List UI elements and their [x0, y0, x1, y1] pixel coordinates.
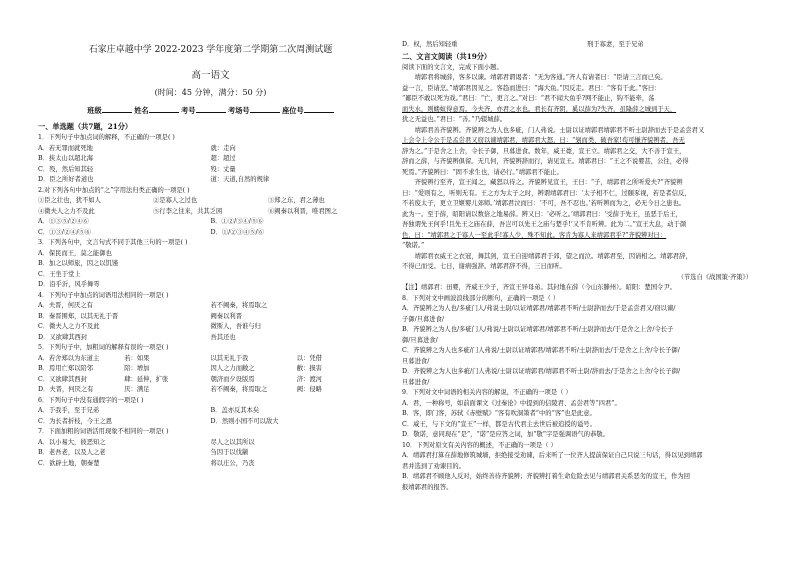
- q1-option-c: [38, 165, 383, 176]
- q6-option-c: C．为长者折枝，今王之恩: [38, 417, 113, 425]
- q1-b-gloss: 超：超过: [210, 155, 236, 162]
- q4-c-left: C．微夫人之力不及此: [38, 323, 100, 330]
- q1-d-text: D．臣之所好者道也: [38, 176, 94, 183]
- passage-p1-line-1: 靖郭君将城薛，客多以谏。靖郭君谓谒者：“无为客通。”齐人有请者曰：“臣请三言而已矣。: [414, 74, 667, 81]
- field-class-label: 班级: [87, 106, 102, 115]
- passage-note: 【注】靖郭君：田婴，齐威王少子，齐宣王异母弟。其封地在薛（今山东滕州）。昭阳：楚国令尹。: [402, 284, 676, 291]
- q7-b-right: 刍因于以伐颛: [210, 449, 249, 456]
- question-10: 10．下列对原文有关内容的概述，不正确的一项是（ ）: [402, 441, 557, 449]
- passage-p2-line-2: 上会令上令公于是孟尝君又窃以谏靖郭君，靖郭君大怒，曰：“刬而类，破吾家!苟可慊齐貌辨者，吾无: [402, 137, 685, 144]
- q7-option-b: [38, 448, 383, 459]
- q8-option-b-line-2: 御/旦暮进食/: [402, 336, 438, 344]
- q9-option-a: A．君，一种称号，如前面课文《过秦论》中提到的信陵君、孟尝君等“四君”。: [402, 399, 621, 407]
- q4-b-right: 阙秦以利晋: [210, 312, 242, 320]
- q2-option-c: C．①③/②④/⑤⑥: [38, 228, 92, 236]
- q8-option-d-line-1: D．齐貌辨之为人也多疵/门人弗说/士尉以证靖郭君/靖郭君不听士尉/辞而去/于是舍之上舍/令长子御/: [402, 368, 681, 375]
- q1-d-gloss: 道：天道,自然的规律: [210, 176, 270, 183]
- q4-option-b: [38, 312, 383, 323]
- q2-options-row-2: [38, 228, 383, 239]
- question-1: 1．下列句子中加点词的解释，不正确的一项是( ): [38, 134, 175, 141]
- q8-option-a-line-1: A．齐貌辨之为人也/多疵门人/弗说士尉/以证靖郭君/靖郭君不听/士尉辞而去/于是孟尝君又/窃以谏/: [402, 305, 676, 312]
- q2-items-row-2: [38, 207, 383, 218]
- q8-option-c-line-2: 旦暮进食/: [402, 357, 430, 365]
- passage-p3-line-2: 曰：“爱则有之，听则无有。王之方为太子之时，辨谓靖郭君曰：‘太子相不仁，过頤豕视，若是者信反，: [402, 189, 691, 197]
- q5-b-4: 敝：损害: [296, 365, 322, 372]
- q4-option-a: [38, 301, 383, 312]
- field-name-blank[interactable]: [149, 105, 179, 113]
- q4-a-left: A．夫晋，何厌之有: [38, 302, 93, 309]
- q4-d-right: 吾其还也: [210, 333, 236, 341]
- passage-p3-line-7: “敬诺。”: [402, 242, 425, 249]
- q10-option-b-line-1: B．靖郭君不顾他人反对，始终善待齐貌辨；齐貌辨打着生命危险去见与靖郭君关系恶劣的宣王，作为回: [402, 473, 690, 480]
- student-info-line: [38, 105, 383, 117]
- q7-option-c: [38, 459, 383, 470]
- q3-option-a: A．保民而王，莫之能御也: [38, 249, 112, 257]
- q2-items-row-1: [38, 196, 383, 207]
- passage-p2-line-4: 辞而之薛，与齐貌辨俱留。无几何，齐貌辨辞而行，请见宣王。靖郭君曰：“王之不说婴甚，公往，必得: [402, 158, 689, 165]
- q5-b-1: B．焉用亡郑以陪邻: [38, 365, 94, 372]
- section-2-heading: 二、文言文阅读（共19分）: [402, 51, 492, 61]
- q1-option-a: [38, 144, 383, 155]
- field-seat-label: 座位号: [282, 106, 304, 115]
- q1-option-d: [38, 175, 383, 186]
- q5-c-3: 朝济而夕设版焉: [210, 375, 255, 383]
- q9-option-b: B．客，即门客，苏轼《赤壁赋》“客有吹洞箫者”中的“客”也是此意。: [402, 410, 596, 417]
- q4-c-right: 微斯人，吾谁与归: [210, 323, 261, 330]
- q7-a-right: 尽人之以其所以: [210, 438, 255, 446]
- q5-option-d: [38, 385, 383, 396]
- q5-c-4: 济：渡河: [296, 375, 322, 383]
- q4-option-c: [38, 322, 383, 333]
- q5-d-4: 阙：侵略: [296, 386, 322, 393]
- q1-c-gloss: 殁：丈量: [210, 165, 236, 173]
- q5-c-1: C．又欲肆其西封: [38, 375, 87, 383]
- q5-b-3: 因人之力而敝之: [210, 365, 255, 372]
- q6-options-row-1: [38, 406, 383, 417]
- q5-d-1: D．夫晋，何厌之有: [38, 386, 94, 393]
- q2-option-d: D．①/②③④⑤/⑥: [210, 228, 264, 236]
- passage-p1-line-5: 犹之无益也。”君曰：“善。”乃辍城薛。: [402, 116, 507, 123]
- left-column: [38, 0, 383, 469]
- q10-option-b-line-2: 报靖郭君的报答。: [402, 483, 453, 491]
- field-name-label: 姓名: [134, 106, 149, 115]
- passage-p3-line-6: 色，曰：“靖郭君之于寡人一至此乎!寡人少，殊不知此。客肯为寡人来靖郭君乎?”齐貌辨对曰：: [402, 231, 667, 239]
- field-seat-blank[interactable]: [304, 105, 334, 113]
- q10-option-a-line-2: 君并选到了劝谏目的。: [402, 462, 465, 470]
- q7-a-left: A．以小易大，彼恶知之: [38, 438, 106, 446]
- q7-option-a: [38, 438, 383, 449]
- q8-option-b-line-1: B．齐貌辨之为人也/多疵门人/弗说/士尉以证靖郭君/靖郭君不听/士尉辞而去/于是舍之上舍/令长子: [402, 326, 674, 333]
- passage-p2-line-5: 死焉。”齐貌辨曰：“固不求生也，请必行。”靖郭君不能止。: [402, 168, 563, 176]
- q7-d-right: 刑于寡妻，至于兄弟: [587, 41, 644, 48]
- field-room-blank[interactable]: [250, 105, 280, 113]
- q7-b-left: B．老吾老，以及人之老: [38, 449, 106, 456]
- q4-a-right: 若不阙秦，将焉取之: [210, 302, 268, 309]
- q6-option-b: B．盖亦反其本矣: [210, 407, 260, 414]
- q2-item-5: ⑤行李之往来，共其乏困: [153, 207, 223, 215]
- passage-p3-line-5: 吾独谓先王何乎!且先王之庙在薛，吾岂可以先王之庙与楚乎!’又不肯听辨。此为二。”宣王大息，动于颜: [402, 221, 687, 228]
- q5-d-3: 若不阙秦，将焉取之: [210, 386, 268, 393]
- q5-a-1: A．若舍郑以为东道主: [38, 354, 100, 362]
- time-info: (时间：45 分钟，满分：50 分): [154, 88, 267, 97]
- q10-option-a-line-1: A．靖郭君打算在薛地修筑城墙，拒绝接受劝谏，后来听了一位齐人提前保证自己只说三句话，得以见到靖郭: [402, 452, 703, 459]
- passage-p3-line-4: 此为一。至于薛，昭阳请以数倍之地易薛。辨又曰：‘必听之。’靖郭君曰：‘受薛于先王，虽恶于后王，: [402, 210, 682, 218]
- q6-option-d: D．然则小国不可以敌大: [210, 417, 279, 425]
- question-8: 8．下列对文中画波浪线部分的断句，正确的一项是（ ）: [402, 294, 560, 302]
- section-1-heading: 一、单选题（共7题，21分）: [38, 122, 133, 131]
- q8-option-c-line-1: C．齐貌辨之为人也多疵/门人弗说/士尉以证靖郭君/靖郭君不听/士尉辞而去/于是舍之上舍/令长子御/: [402, 347, 680, 354]
- q5-a-3: 以其无礼于我: [210, 354, 249, 362]
- q6-option-a: A．于我乎，至于兄弟: [38, 407, 100, 414]
- q2-item-4: ④微夫人之力不及此: [38, 207, 95, 215]
- passage-p2-line-1: 靖郭君善齐貌辨。齐貌辨之为人也多疵，门人弗说。士尉以证靖郭君靖郭君不听士尉辞而去于是孟尝君又: [414, 126, 705, 134]
- q2-item-3: ③郑之东，君之薄也: [268, 197, 325, 204]
- q3-option-c: C．王坐于堂上: [38, 270, 81, 278]
- subject-title: 高一语文: [191, 70, 230, 81]
- passage-p1-line-3: “鄙臣不敢以死为戏。”君曰：“亡，更言之。”对曰：“君不闻大鱼乎?网不能止，钩不能牵，荡: [402, 95, 655, 102]
- q7-c-left: C．欲辟土地，朝秦楚: [38, 459, 100, 467]
- q7-option-d: [402, 40, 772, 51]
- q4-option-d: [38, 333, 383, 344]
- q9-option-c: C．威王，与下文的“宣王”一样，都是古代君主去世后被追授的谥号。: [402, 420, 596, 428]
- q5-option-c: [38, 375, 383, 386]
- passage-p1-line-2: 益一言，臣请烹。”靖郭君因见之。客趋而进曰：“海大鱼。”因反走。君曰：“客有于此。”客曰：: [402, 84, 661, 92]
- passage-p3-line-1: 齐貌辨行至齐，宣王闻之，藏怒以待之。齐貌辨见宣王，王曰：“子，靖郭君之所听爱夫?”齐貌辨: [414, 179, 683, 186]
- q7-d-left: D．权，然后知轻重: [402, 41, 458, 48]
- q5-b-2: 陪：增加: [124, 365, 150, 372]
- passage-p1-line-4: 而失水，则蝼蚁得意焉。今夫齐，亦君之水也。君长有齐阴，奚以薛为?失齐，虽隆薛之城到于天，: [402, 105, 677, 113]
- q2-item-6: ⑥阙秦以利晋，唯君图之: [268, 207, 338, 215]
- q5-a-4: 以：凭借: [296, 354, 322, 362]
- passage-source: （节选自《战国策·齐策》）: [677, 273, 752, 281]
- q2-option-b: B．①②/③④/⑤⑥: [210, 218, 264, 225]
- q5-c-2: 肆：延伸，扩张: [124, 375, 169, 383]
- question-6: 6．下列句子中没有通假字的一项是( ): [38, 396, 144, 404]
- q8-option-d-line-2: 旦暮进食/: [402, 378, 430, 386]
- passage-p3-line-3: 不若废太子，更立卫姬婴儿郊师。’靖郭君泣而曰：‘不可，吾不忍也。’若听辨而为之，必无今日之患也。: [402, 200, 686, 207]
- q8-option-a-line-2: 子御/旦暮进食/: [402, 315, 445, 323]
- q4-d-left: D．又欲肆其西封: [38, 333, 88, 341]
- question-2: 2.对下列各句中加点的“之”字用法归类正确的一项是( ): [38, 186, 190, 194]
- question-7: 7．下面加粗的词语活用现象不相同的一项是( ): [38, 428, 169, 435]
- q4-b-left: B．秦晋围郑，以其无礼于晋: [38, 312, 119, 320]
- q7-c-right: 将以庄公，乃丧: [210, 459, 255, 467]
- q5-d-2: 厌：满足: [124, 386, 150, 393]
- q2-options-row-1: [38, 217, 383, 228]
- q6-options-row-2: [38, 417, 383, 428]
- field-room-label: 考场号: [228, 106, 250, 115]
- question-3: 3．下列各句中，文言句式不同于其他三句的一项是( ): [38, 239, 188, 246]
- field-class-blank[interactable]: [102, 105, 132, 113]
- question-5: 5．下列句子中，加粗词的解释有误的一项是( ): [38, 344, 169, 351]
- passage-p4-line-1: 靖郭君衣威王之衣冠，舞其剑，宣王自迎靖郭君于郊，望之而泣。靖郭君至，因请相之。靖郭君辞，: [414, 252, 692, 260]
- field-number-blank[interactable]: [196, 105, 226, 113]
- q5-option-a: [38, 354, 383, 365]
- q3-option-b: B．加之以师旅，因之以饥馑: [38, 260, 119, 267]
- q5-a-2: 若：如果: [124, 354, 150, 362]
- q1-a-text: A．若无罪而就死地: [38, 144, 93, 152]
- passage-p2-line-3: 辞为之。”于是舍之上舍，令长子御，旦暮进食。数年，威王薨，宣王立。靖郭君之交，大不善于宣王，: [402, 147, 686, 155]
- q2-option-a: A．①③⑤/②④⑥: [38, 218, 89, 225]
- q1-option-b: [38, 154, 383, 165]
- q3-option-d: D．沿乎沂，风乎舞雩: [38, 281, 100, 288]
- q2-item-1: ①臣之壮也，犹不如人: [38, 197, 101, 204]
- question-4: 4．下列句子中加点的词语用法相同的一项是( ): [38, 291, 169, 299]
- q2-item-2: ②是寡人之过也: [153, 197, 198, 204]
- school-title: 石家庄卓越中学 2022-2023 学年度第二学期第二次周测试题: [88, 45, 333, 55]
- question-9: 9．下列对文中词语的相关内容的解说，不正确的一项是（ ）: [402, 389, 572, 396]
- q1-c-text: C．殁，然后知其轻: [38, 165, 94, 173]
- q5-option-b: [38, 364, 383, 375]
- passage-p4-line-2: 不得已而受。七日，谢病强辞。靖郭君辞不得，三日而听。: [402, 263, 566, 270]
- field-number-label: 考号: [181, 106, 196, 115]
- q1-a-gloss: 就：走向: [210, 144, 236, 152]
- right-column: [402, 40, 772, 493]
- reading-intro: 阅读下面的文言文，完成下面小题。: [402, 63, 503, 71]
- q9-option-d: D．敬诺，意同现在“是”，“诺”是应答之词，加“敬”字是强调语气的恭敬。: [402, 431, 609, 438]
- q1-b-text: B．挟太山以超北海: [38, 155, 94, 162]
